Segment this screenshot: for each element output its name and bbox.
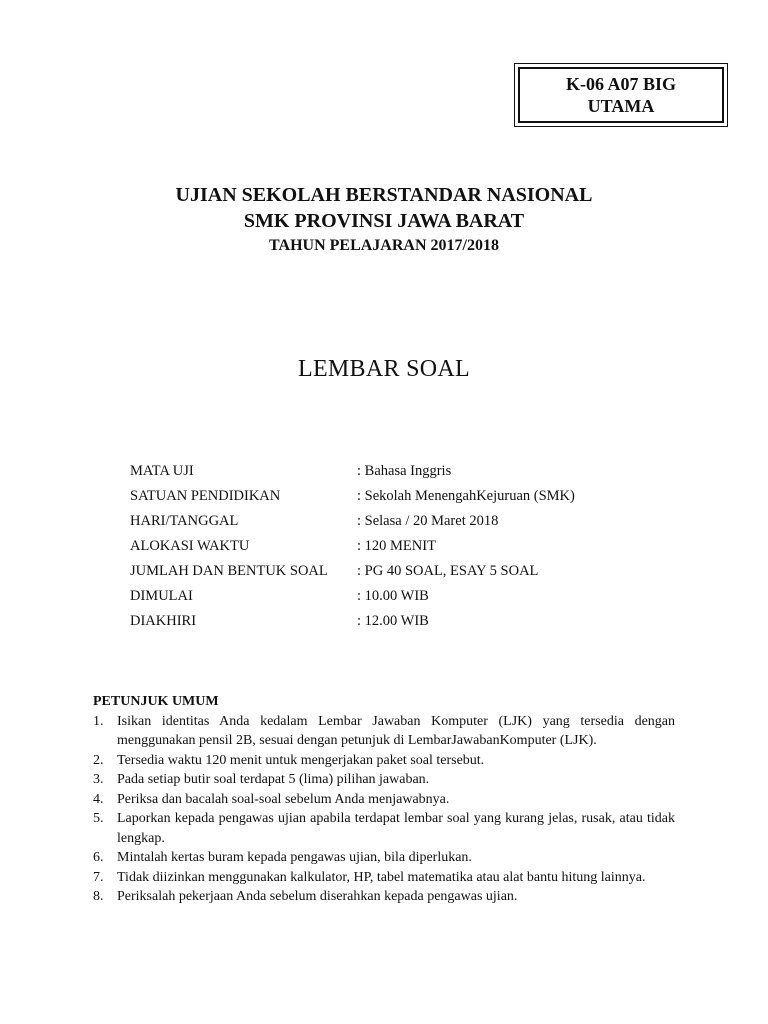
info-row-question-format <box>130 559 575 584</box>
instruction-number: 3. <box>93 772 104 787</box>
info-value: : PG 40 SOAL, ESAY 5 SOAL <box>357 563 538 580</box>
instruction-item <box>93 712 675 751</box>
instruction-text: Tidak diizinkan menggunakan kalkulator, HP, tabel matematika atau alat bantu hitung lainnya. <box>117 869 646 885</box>
instruction-item <box>93 770 675 790</box>
general-instructions <box>93 692 675 907</box>
info-row-duration <box>130 534 575 559</box>
info-row-start-time <box>130 584 575 609</box>
instruction-text: Mintalah kertas buram kepada pengawas ujian, bila diperlukan. <box>117 850 472 865</box>
instruction-text: Isikan identitas Anda kedalam Lembar Jawaban Komputer (LJK) yang tersedia dengan menggunakan pensil 2B, sesuai dengan petunjuk di LembarJawabanKomputer (LJK). <box>117 713 675 748</box>
instructions-list <box>93 712 675 907</box>
info-label: ALOKASI WAKTU <box>130 538 250 554</box>
exam-code-line-2: UTAMA <box>587 96 655 116</box>
instruction-number: 8. <box>93 889 104 904</box>
info-value: : Bahasa Inggris <box>357 463 451 480</box>
info-row-end-time <box>130 609 575 634</box>
info-value: : 12.00 WIB <box>357 613 429 630</box>
instruction-item <box>93 848 675 868</box>
instruction-number: 2. <box>93 752 104 768</box>
instruction-text: Pada setiap butir soal terdapat 5 (lima) pilihan jawaban. <box>117 772 430 787</box>
instruction-text: Periksa dan bacalah soal-soal sebelum Anda menjawabnya. <box>117 791 450 807</box>
info-label: DIAKHIRI <box>130 613 197 629</box>
instruction-number: 1. <box>93 713 104 729</box>
info-label: HARI/TANGGAL <box>130 513 239 529</box>
exam-code-box <box>514 63 728 127</box>
info-label: DIMULAI <box>130 588 193 604</box>
instruction-item <box>93 887 675 907</box>
info-row-date <box>130 509 575 534</box>
info-value: : 10.00 WIB <box>357 588 429 605</box>
instruction-text: Periksalah pekerjaan Anda sebelum diserahkan kepada pengawas ujian. <box>117 889 518 904</box>
info-row-school-unit <box>130 484 575 509</box>
info-label: SATUAN PENDIDIKAN <box>130 488 281 504</box>
academic-year-heading: TAHUN PELAJARAN 2017/2018 <box>269 237 499 254</box>
instruction-number: 4. <box>93 791 104 807</box>
province-heading: SMK PROVINSI JAWA BARAT <box>243 210 525 232</box>
instruction-item <box>93 751 675 771</box>
instructions-heading: PETUNJUK UMUM <box>93 694 219 709</box>
instruction-text: Laporkan kepada pengawas ujian apabila terdapat lembar soal yang kurang jelas, rusak, atau tidak lengkap. <box>117 811 675 846</box>
document-title: LEMBAR SOAL <box>298 356 470 382</box>
exam-code-box-inner <box>518 67 724 123</box>
instruction-item <box>93 790 675 810</box>
info-value: : 120 MENIT <box>357 538 436 555</box>
instruction-item <box>93 809 675 848</box>
exam-info-table <box>130 459 575 634</box>
exam-code-line-1: K-06 A07 BIG <box>565 74 676 94</box>
instruction-number: 5. <box>93 811 104 826</box>
info-value: : Sekolah MenengahKejuruan (SMK) <box>357 488 575 505</box>
exam-heading: UJIAN SEKOLAH BERSTANDAR NASIONAL <box>175 184 593 206</box>
info-label: MATA UJI <box>130 463 194 479</box>
info-row-subject <box>130 459 575 484</box>
instruction-number: 7. <box>93 869 104 885</box>
instruction-text: Tersedia waktu 120 menit untuk mengerjakan paket soal tersebut. <box>117 752 485 768</box>
info-label: JUMLAH DAN BENTUK SOAL <box>130 563 328 579</box>
instruction-number: 6. <box>93 850 104 865</box>
instruction-item <box>93 868 675 888</box>
info-value: : Selasa / 20 Maret 2018 <box>357 513 498 530</box>
